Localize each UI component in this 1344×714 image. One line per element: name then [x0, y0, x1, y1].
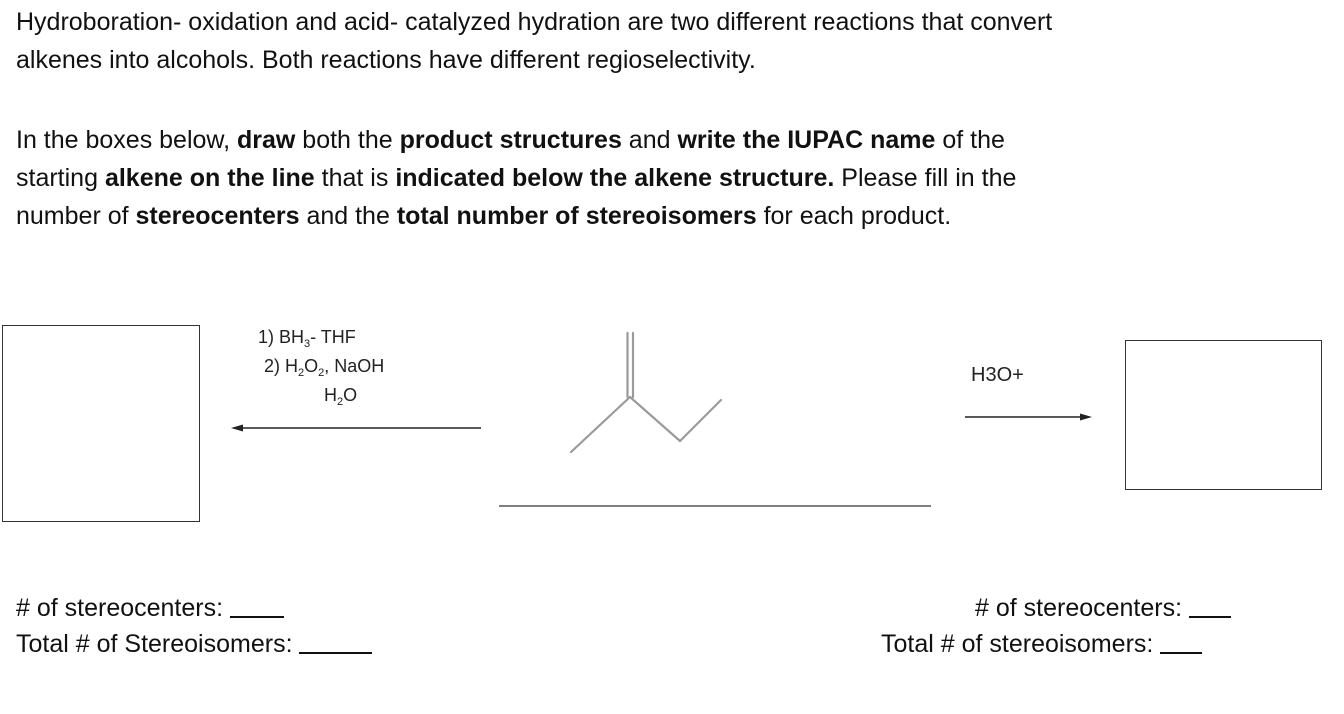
reagent-subscript: 2	[337, 396, 344, 408]
reagent-text: , NaOH	[324, 356, 385, 376]
instr-text: and	[621, 126, 678, 154]
right-stereocenters-label: # of stereocenters:	[975, 594, 1183, 622]
right-stereocenters-blank[interactable]	[1189, 592, 1231, 618]
left-stereocenters-blank[interactable]	[230, 592, 284, 618]
acid-reagent-label: H3O+	[971, 364, 1024, 386]
instr-bold: alkene on the line	[104, 164, 315, 192]
instr-text: In the boxes below,	[16, 126, 237, 154]
left-stereocenters-field	[16, 591, 284, 625]
instr-text: of the	[935, 126, 1005, 154]
left-stereoisomers-field	[16, 627, 372, 661]
instr-bold: draw	[236, 126, 296, 154]
instr-bold: product structures	[399, 126, 622, 154]
right-stereocenters-field	[975, 591, 1231, 625]
reagent-subscript: 2	[298, 367, 305, 379]
arrow-right-icon	[965, 414, 1092, 421]
arrow-left-icon	[231, 425, 481, 432]
reagent-subscript: 3	[304, 338, 311, 350]
instr-text: for each product.	[756, 202, 952, 230]
instr-text: Please fill in the	[834, 164, 1017, 192]
reagent-subscript: 2	[318, 367, 325, 379]
right-stereoisomers-field	[881, 627, 1202, 661]
alkene-skeletal-structure	[571, 333, 721, 452]
right-stereoisomers-blank[interactable]	[1160, 628, 1202, 654]
reagent-text: O	[343, 385, 358, 405]
instr-text: and the	[299, 202, 397, 230]
reagent-text: O	[304, 356, 319, 376]
reagent-text: 1) BH	[258, 327, 305, 347]
instr-text: that is	[314, 164, 396, 192]
instr-text: number of	[16, 202, 136, 230]
intro-line-1: Hydroboration- oxidation and acid- catalyzed hydration are two different reactions that convert	[16, 8, 1053, 36]
left-stereoisomers-blank[interactable]	[299, 628, 372, 654]
instr-bold: indicated below the alkene structure.	[395, 164, 835, 192]
instr-bold: write the IUPAC name	[677, 126, 936, 154]
left-stereoisomers-label: Total # of Stereoisomers:	[16, 630, 293, 658]
intro-line-2: alkenes into alcohols. Both reactions have different regioselectivity.	[16, 46, 756, 74]
instr-text: both the	[295, 126, 400, 154]
left-stereocenters-label: # of stereocenters:	[16, 594, 224, 622]
instr-bold: stereocenters	[135, 202, 300, 230]
instr-text: starting	[16, 164, 105, 192]
instr-bold: total number of stereoisomers	[396, 202, 757, 230]
right-stereoisomers-label: Total # of stereoisomers:	[881, 630, 1154, 658]
reagent-text: - THF	[310, 327, 356, 347]
reagent-text: H	[324, 385, 337, 405]
reagent-text: 2) H	[264, 356, 299, 376]
